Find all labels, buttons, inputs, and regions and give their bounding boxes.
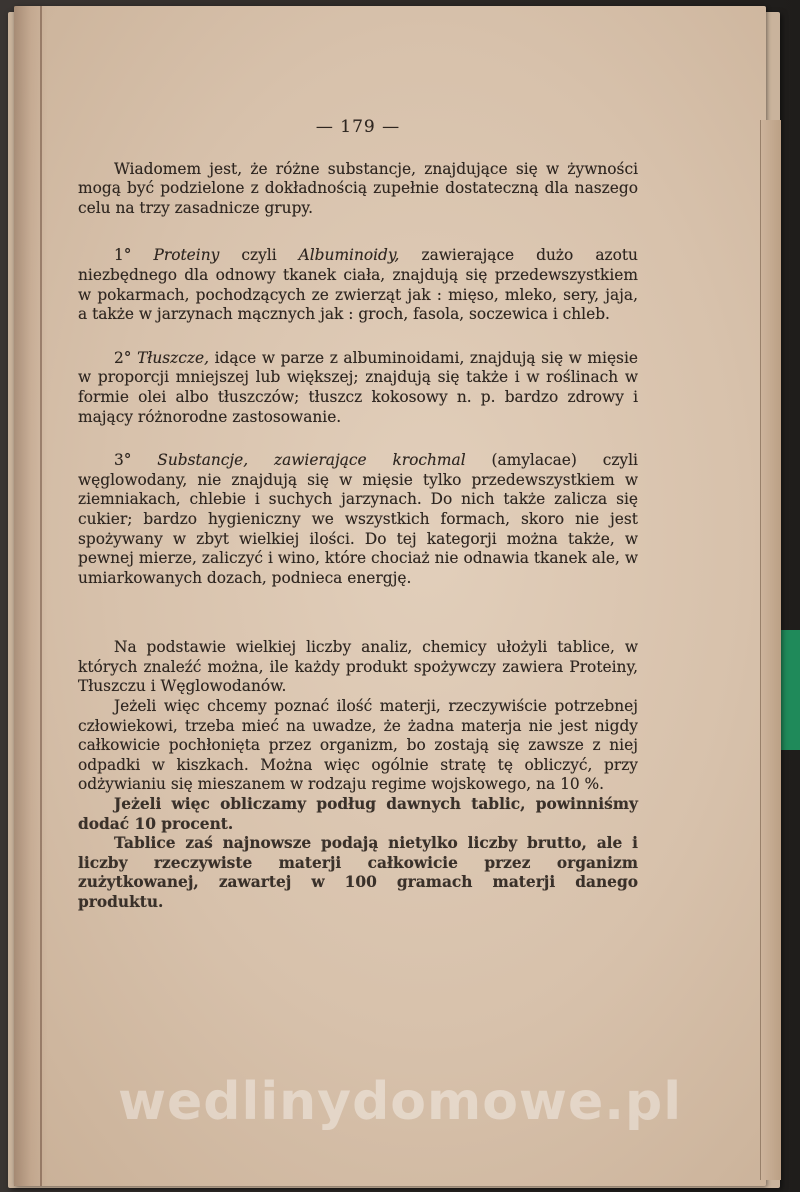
group-1-number: 1°: [114, 246, 132, 265]
page-binding-line: [40, 6, 42, 1186]
page-gutter: [14, 6, 48, 1186]
group-1-term2: Albuminoidy,: [298, 246, 400, 265]
group-3-term: Substancje, zawierające krochmal: [157, 451, 466, 470]
group-3-text: (amylacae) czyli węglowodany, nie znajdują się w mięsie tylko przedewszystkiem w ziemniakach, chlebie i suchych jarzynach. Do nich także zalicza się cukier; bardzo hygieniczny we wszystkich formach, skoro nie jest spożywany w zbyt wielkiej ilości. Do tej kategorji można także, w pewnej mierze, zaliczyć i wino, które chociaż nie odnawia tkanek ale, w umiarkowanych dozach, podnieca energję.: [78, 451, 638, 587]
group-1-text: zawierające dużo azotu niezbędnego dla odnowy tkanek ciała, znajdują się przedewszystkiem w pokarmach, pochodzących ze zwierząt jak : mięso, mleko, sery, jaja, a także w jarzynach mącznych jak : groch, fasola, soczewica i chleb.: [78, 246, 638, 324]
group-2-term: Tłuszcze,: [137, 348, 209, 367]
group-1-paragraph: [78, 246, 638, 324]
page-right-edge: [760, 120, 781, 1180]
group-3-paragraph: [78, 451, 638, 588]
group-1-term: Proteiny: [153, 246, 220, 265]
intro-paragraph: Wiadomem jest, że różne substancje, znajdujące się w żywności mogą być podzielone z dokładnością zupełnie dostateczną dla naszego celu na trzy zasadnicze grupy.: [78, 159, 638, 217]
group-2-paragraph: [78, 349, 638, 427]
tables-paragraph: Na podstawie wielkiej liczby analiz, chemicy ułożyli tablice, w których znaleźć można, ile każdy produkt spożywczy zawiera Proteiny, Tłuszczu i Węglowodanów.: [78, 638, 638, 696]
old-tables-paragraph: Jeżeli więc obliczamy podług dawnych tablic, powinniśmy dodać 10 procent.: [78, 795, 638, 833]
page-content: [78, 118, 638, 913]
group-2-number: 2°: [114, 348, 132, 367]
group-3-number: 3°: [114, 451, 132, 470]
page-number: — 179 —: [315, 117, 401, 137]
group-2-text: idące w parze z albuminoidami, znajdują się w mięsie w proporcji mniejszej lub większej; znajdują się także i w roślinach w formie olei albo tłuszczów; tłuszcz kokosowy n. p. bardzo zdrowy i mający różnorodne zastosowanie.: [78, 348, 638, 426]
site-watermark: wedlinydomowe.pl: [117, 1072, 683, 1132]
new-tables-paragraph: Tablice zaś najnowsze podają nietylko liczby brutto, ale i liczby rzeczywiste materji całkowicie przez organizm zużytkowanej, zawartej w 100 gramach materji danego produktu.: [78, 834, 638, 911]
group-1-connector: czyli: [241, 246, 277, 265]
waste-paragraph: Jeżeli więc chcemy poznać ilość materji, rzeczywiście potrzebnej człowiekowi, trzeba mieć na uwadze, że żadna materja nie jest nigdy całkowicie pochłonięta przez organizm, bo zostają się zawsze z niej odpadki w kiszkach. Można więc ogólnie stratę tę obliczyć, przy odżywianiu się mieszanem w rodzaju regime wojskowego, na 10 %.: [78, 697, 638, 794]
